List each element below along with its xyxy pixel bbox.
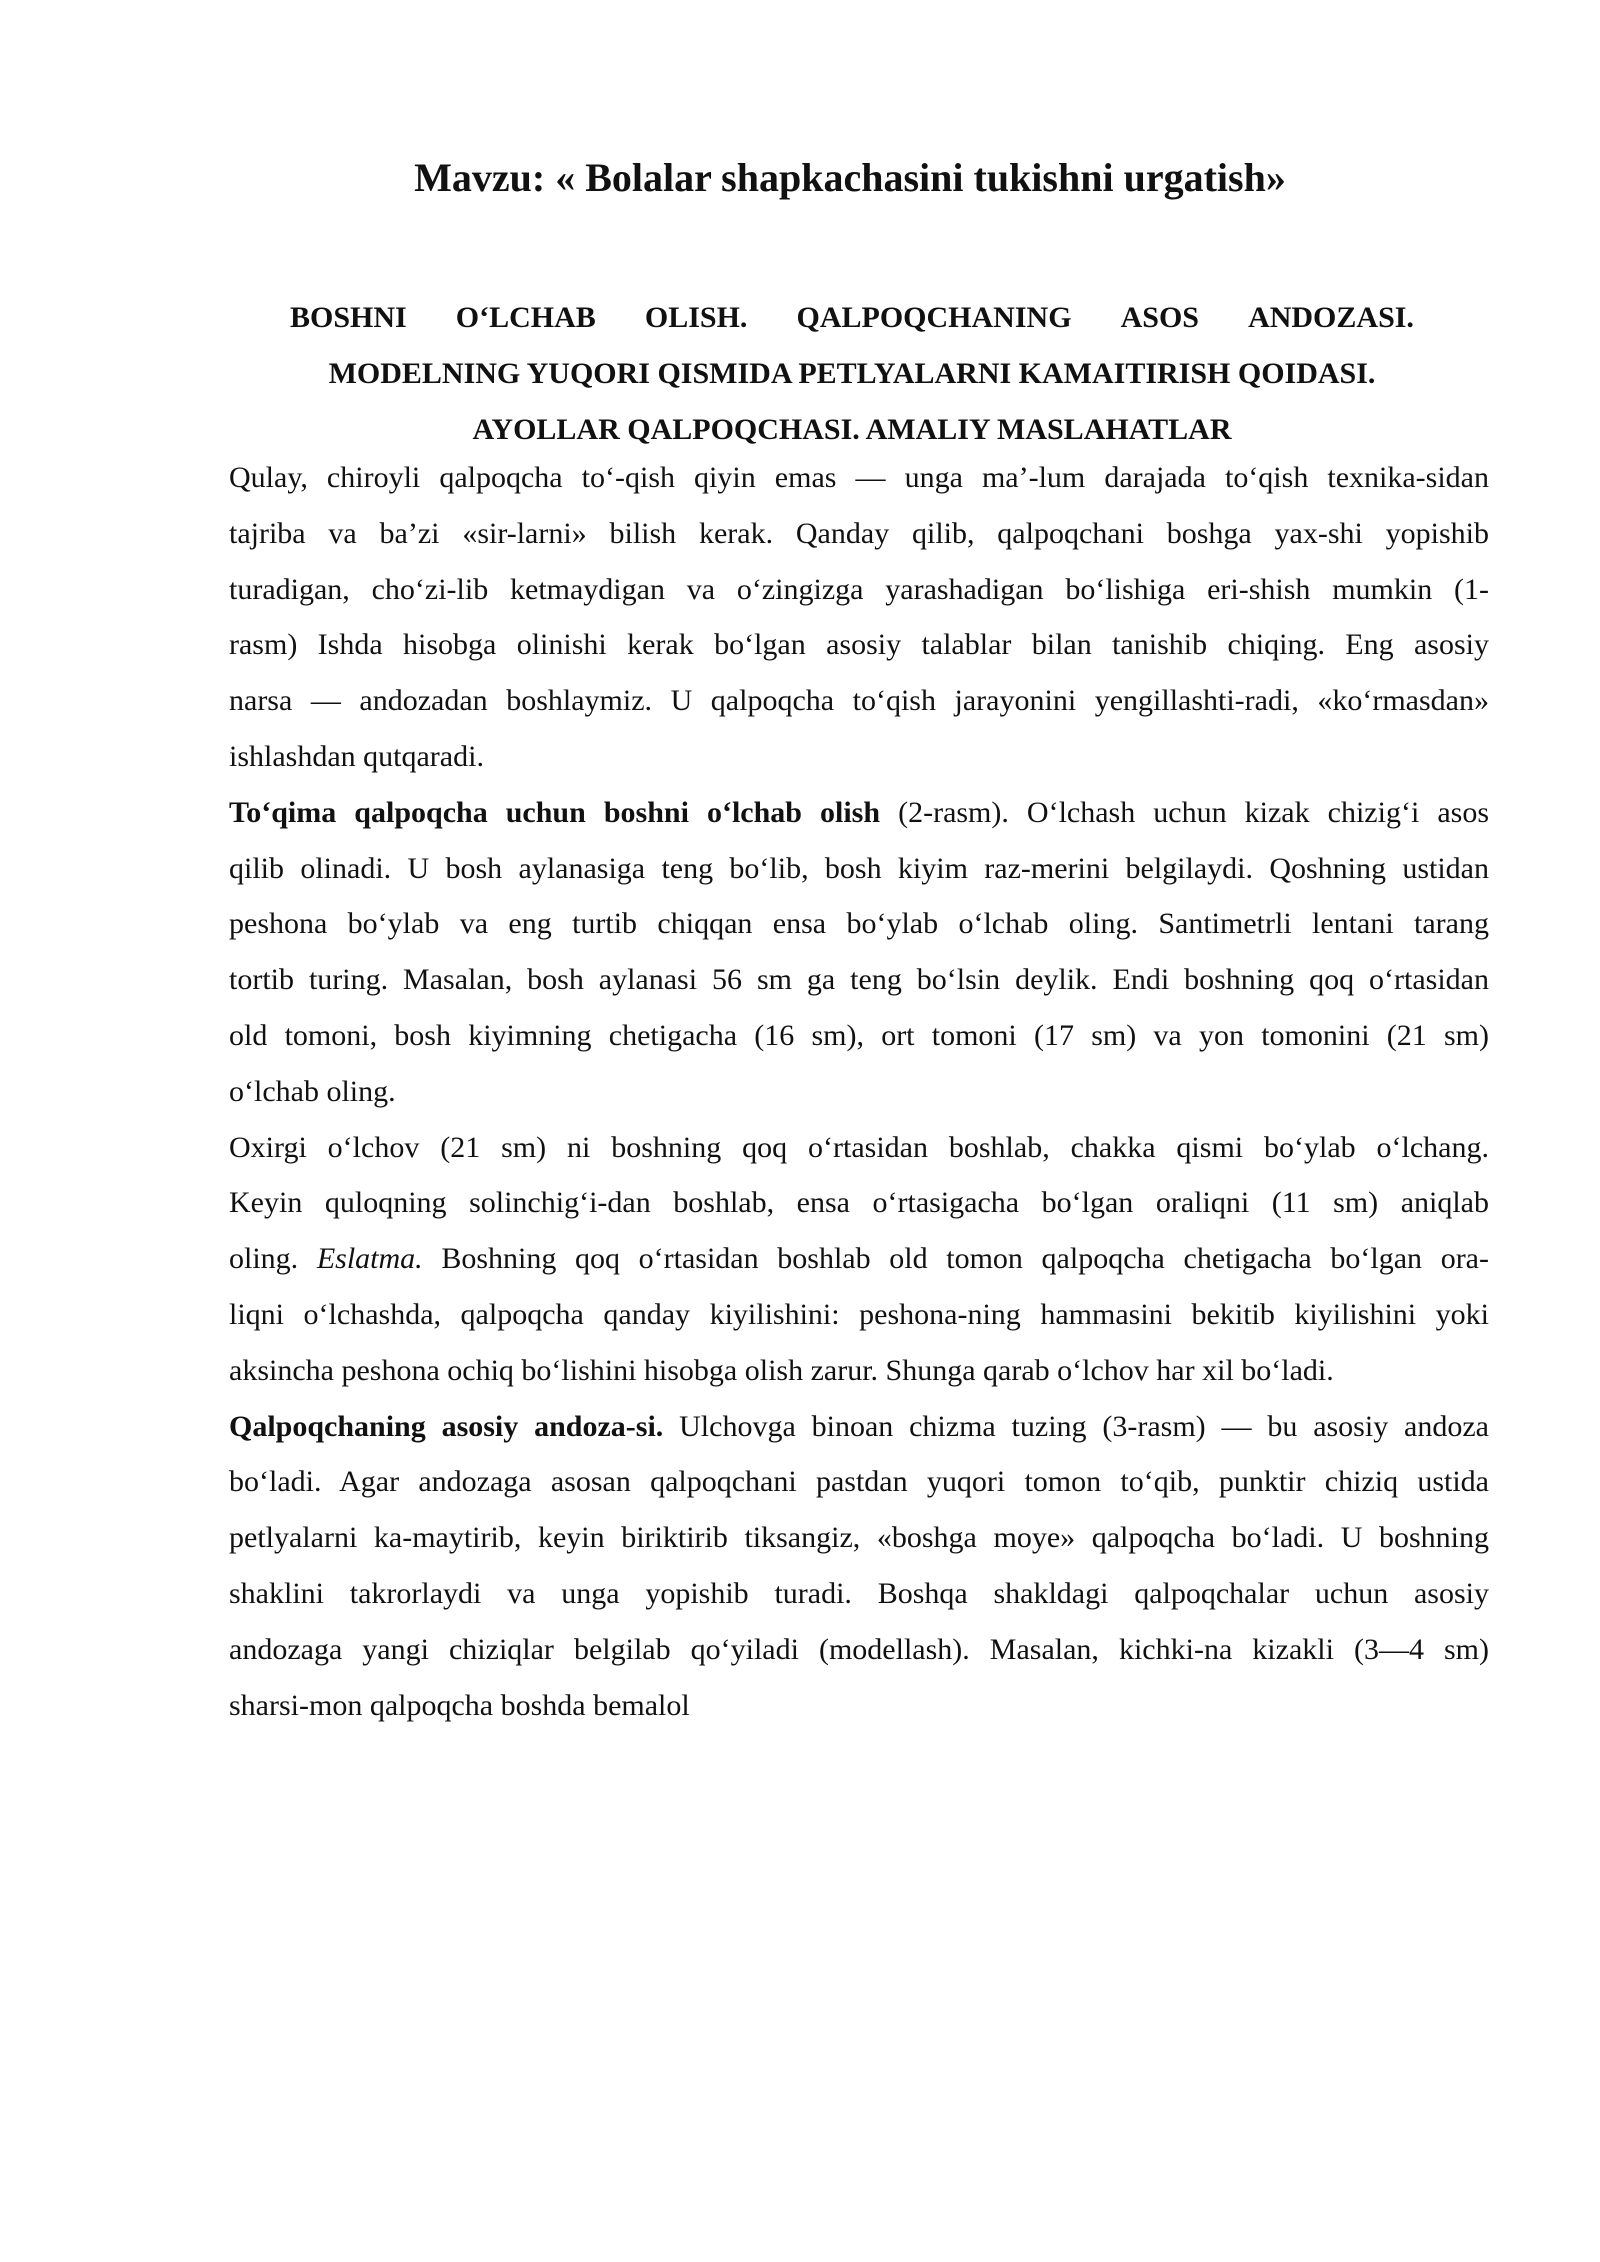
paragraph-3-line [229,1231,1489,1287]
paragraph-1-line: narsa — andozadan boshlaymiz. U qalpoqcha to‘qish jarayonini yengillashti-radi, «ko‘rmasdan» [229,684,1489,718]
paragraph-1-line: tajriba va ba’zi «sir-larni» bilish kerak. Qanday qilib, qalpoqchani boshga yax-shi yopishib [229,516,1489,550]
paragraph-2-line [229,785,1489,841]
eslatma-note: Eslatma. [316,1242,423,1276]
paragraph-4-line: petlyalarni ka-maytirib, keyin biriktirib tiksangiz, «boshga moye» qalpoqcha bo‘ladi. U boshning [229,1521,1489,1555]
paragraph-4-line: andozaga yangi chiziqlar belgilab qo‘yiladi (modellash). Masalan, kichki-na kizakli (3—4 sm) [229,1632,1489,1666]
paragraph-3-line: liqni o‘lchashda, qalpoqcha qanday kiyilishini: peshona-ning hammasini bekitib kiyilishini yoki [229,1297,1489,1331]
paragraph-2-line: peshona bo‘ylab va eng turtib chiqqan ensa bo‘ylab o‘lchab oling. Santimetrli lentani tarang [229,907,1489,941]
paragraph-2-first-rest: (2-rasm). O‘lchash uchun kizak chizig‘i asos [880,795,1489,829]
paragraph-3-line: Keyin quloqning solinchig‘i-dan boshlab, ensa o‘rtasigacha bo‘lgan oraliqni (11 sm) aniqlab [229,1186,1489,1220]
paragraph-2-bold-lead: To‘qima qalpoqcha uchun boshni o‘lchab olish [229,795,881,829]
paragraph-3-line: aksincha peshona ochiq bo‘lishini hisobga olish zarur. Shunga qarab o‘lchov har xil bo‘ladi. [229,1353,1334,1387]
paragraph-1-line: Qulay, chiroyli qalpoqcha to‘-qish qiyin emas — unga ma’-lum darajada to‘qish texnika-sidan [229,461,1489,494]
paragraph-2-line: o‘lchab oling. [229,1074,396,1108]
paragraph-4-bold-lead: Qalpoqchaning asosiy andoza-si. [229,1409,664,1443]
paragraph-4-line: bo‘ladi. Agar andozaga asosan qalpoqchani pastdan yuqori tomon to‘qib, punktir chiziq ustida [229,1465,1489,1499]
paragraph-1-line: rasm) Ishda hisobga olinishi kerak bo‘lgan asosiy talablar bilan tanishib chiqing. Eng asosiy [229,628,1489,662]
section-heading [290,290,1414,458]
heading-word: O‘LCHAB [455,301,596,334]
heading-line-1 [290,290,1414,346]
paragraph-4-line [229,1399,1489,1455]
document-body [229,450,1489,1733]
heading-word: BOSHNI [290,301,407,334]
heading-word: OLISH. [644,301,748,334]
paragraph-3-line3-rest: Boshning qoq o‘rtasidan boshlab old tomon qalpoqcha chetigacha bo‘lgan ora- [422,1242,1489,1276]
paragraph-3-line3-start: oling. [229,1242,317,1276]
paragraph-4-line: sharsi-mon qalpoqcha boshda bemalol [229,1688,690,1722]
paragraph-2-line: qilib olinadi. U bosh aylanasiga teng bo‘lib, bosh kiyim raz-merini belgilaydi. Qoshning ustidan [229,851,1489,885]
heading-line-2: MODELNING YUQORI QISMIDA PETLYALARNI KAMAITIRISH QOIDASI. [328,357,1376,390]
heading-word: ANDOZASI. [1248,301,1414,334]
paragraph-4-first-rest: Ulchovga binoan chizma tuzing (3-rasm) — bu asosiy andoza [663,1409,1489,1443]
paragraph-2-line: old tomoni, bosh kiyimning chetigacha (16 sm), ort tomoni (17 sm) va yon tomonini (21 sm) [229,1018,1489,1052]
paragraph-2-line: tortib turing. Masalan, bosh aylanasi 56 sm ga teng bo‘lsin deylik. Endi boshning qoq o‘rtasidan [229,963,1489,997]
paragraph-3-line: Oxirgi o‘lchov (21 sm) ni boshning qoq o‘rtasidan boshlab, chakka qismi bo‘ylab o‘lchang. [229,1130,1489,1164]
heading-word: ASOS [1120,301,1199,334]
paragraph-4-line: shaklini takrorlaydi va unga yopishib turadi. Boshqa shakldagi qalpoqchalar uchun asosiy [229,1576,1489,1610]
heading-word: QALPOQCHANING [796,301,1072,334]
paragraph-1-line: turadigan, cho‘zi-lib ketmaydigan va o‘zingizga yarashadigan bo‘lishiga eri-shish mumkin (1- [229,572,1489,606]
heading-line-3: AYOLLAR QALPOQCHASI. AMALIY MASLAHATLAR [472,413,1232,446]
document-title: Mavzu: « Bolalar shapkachasini tukishni urgatish» [414,155,1286,200]
paragraph-1-line: ishlashdan qutqaradi. [229,739,484,773]
